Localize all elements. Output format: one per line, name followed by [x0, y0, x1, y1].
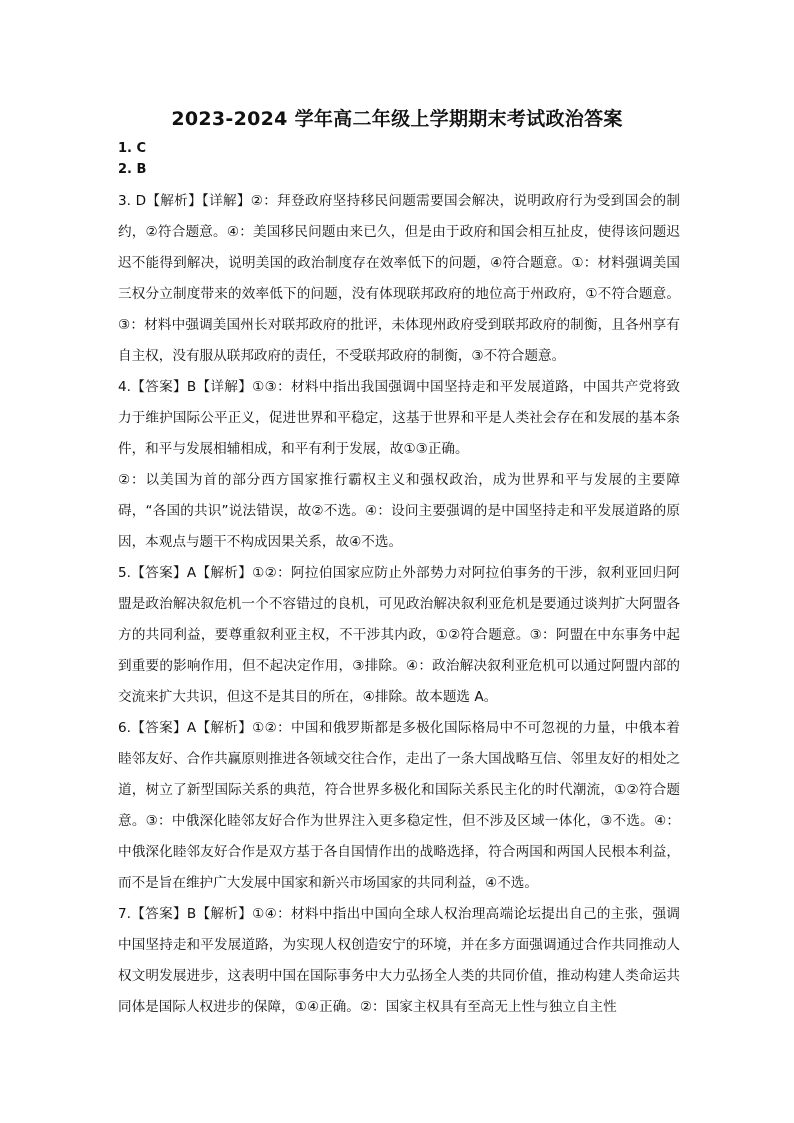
answer-paragraph-4-continued: ②：以美国为首的部分西方国家推行霸权主义和强权政治，成为世界和平与发展的主要障碍，“各国的共识”说法错误，故②不选。④：设问主要强调的是中国坚持走和平发展道路的原因，本观点与题干不构成因果关系，故④不选。: [118, 472, 680, 550]
answer-paragraph-3: 3. D【解析】【详解】②：拜登政府坚持移民问题需要国会解决，说明政府行为受到国会的制约，②符合题意。④：美国移民问题由来已久，但是由于政府和国会相互扯皮，使得该问题迟迟不能得到解决，说明美国的政治制度存在效率低下的问题，④符合题意。①：材料强调美国三权分立制度带来的效率低下的问题，没有体现联邦政府的地位高于州政府，①不符合题意。③：材料中强调美国州长对联邦政府的批评，未体现州政府受到联邦政府的制衡，且各州享有自主权，没有服从联邦政府的责任，不受联邦政府的制衡，③不符合题意。: [118, 193, 680, 364]
answer-paragraph-7: 7.【答案】B【解析】①④：材料中指出中国向全球人权治理高端论坛提出自己的主张，强调中国坚持走和平发展道路，为实现人权创造安宁的环境，并在多方面强调通过合作共同推动人权文明发展进步，这表明中国在国际事务中大力弘扬全人类的共同价值，推动构建人类命运共同体是国际人权进步的保障，①④正确。②：国家主权具有至高无上性与独立自主性: [118, 906, 680, 1015]
document-title: 2023-2024 学年高二年级上学期期末考试政治答案: [171, 108, 623, 130]
answer-line-1: 1. C: [118, 141, 147, 156]
document-body: [118, 138, 680, 1023]
answer-paragraph-5: 5.【答案】A【解析】①②：阿拉伯国家应防止外部势力对阿拉伯事务的干涉，叙利亚回归阿盟是政治解决叙危机一个不容错过的良机，可见政治解决叙利亚危机是要通过谈判扩大阿盟各方的共同利益，要尊重叙利亚主权，不干涉其内政，①②符合题意。③：阿盟在中东事务中起到重要的影响作用，但不起决定作用，③排除。④：政治解决叙利亚危机可以通过阿盟内部的交流来扩大共识，但这不是其目的所在，④排除。故本题选 A。: [118, 565, 680, 705]
answer-paragraph-6: 6.【答案】A【解析】①②：中国和俄罗斯都是多极化国际格局中不可忽视的力量，中俄本着睦邻友好、合作共赢原则推进各领域交往合作，走出了一条大国战略互信、邻里友好的相处之道，树立了新型国际关系的典范，符合世界多极化和国际关系民主化的时代潮流，①②符合题意。③：中俄深化睦邻友好合作为世界注入更多稳定性，但不涉及区域一体化，③不选。④：中俄深化睦邻友好合作是双方基于各自国情作出的战略选择，符合两国和两国人民根本利益，而不是旨在维护广大发展中国家和新兴市场国家的共同利益，④不选。: [118, 720, 680, 891]
answer-paragraph-4: 4.【答案】B【详解】①③：材料中指出我国强调中国坚持走和平发展道路，中国共产党将致力于维护国际公平正义，促进世界和平稳定，这基于世界和平是人类社会存在和发展的基本条件，和平与发展相辅相成，和平有利于发展，故①③正确。: [118, 379, 680, 457]
answer-line-2: 2. B: [118, 162, 147, 177]
